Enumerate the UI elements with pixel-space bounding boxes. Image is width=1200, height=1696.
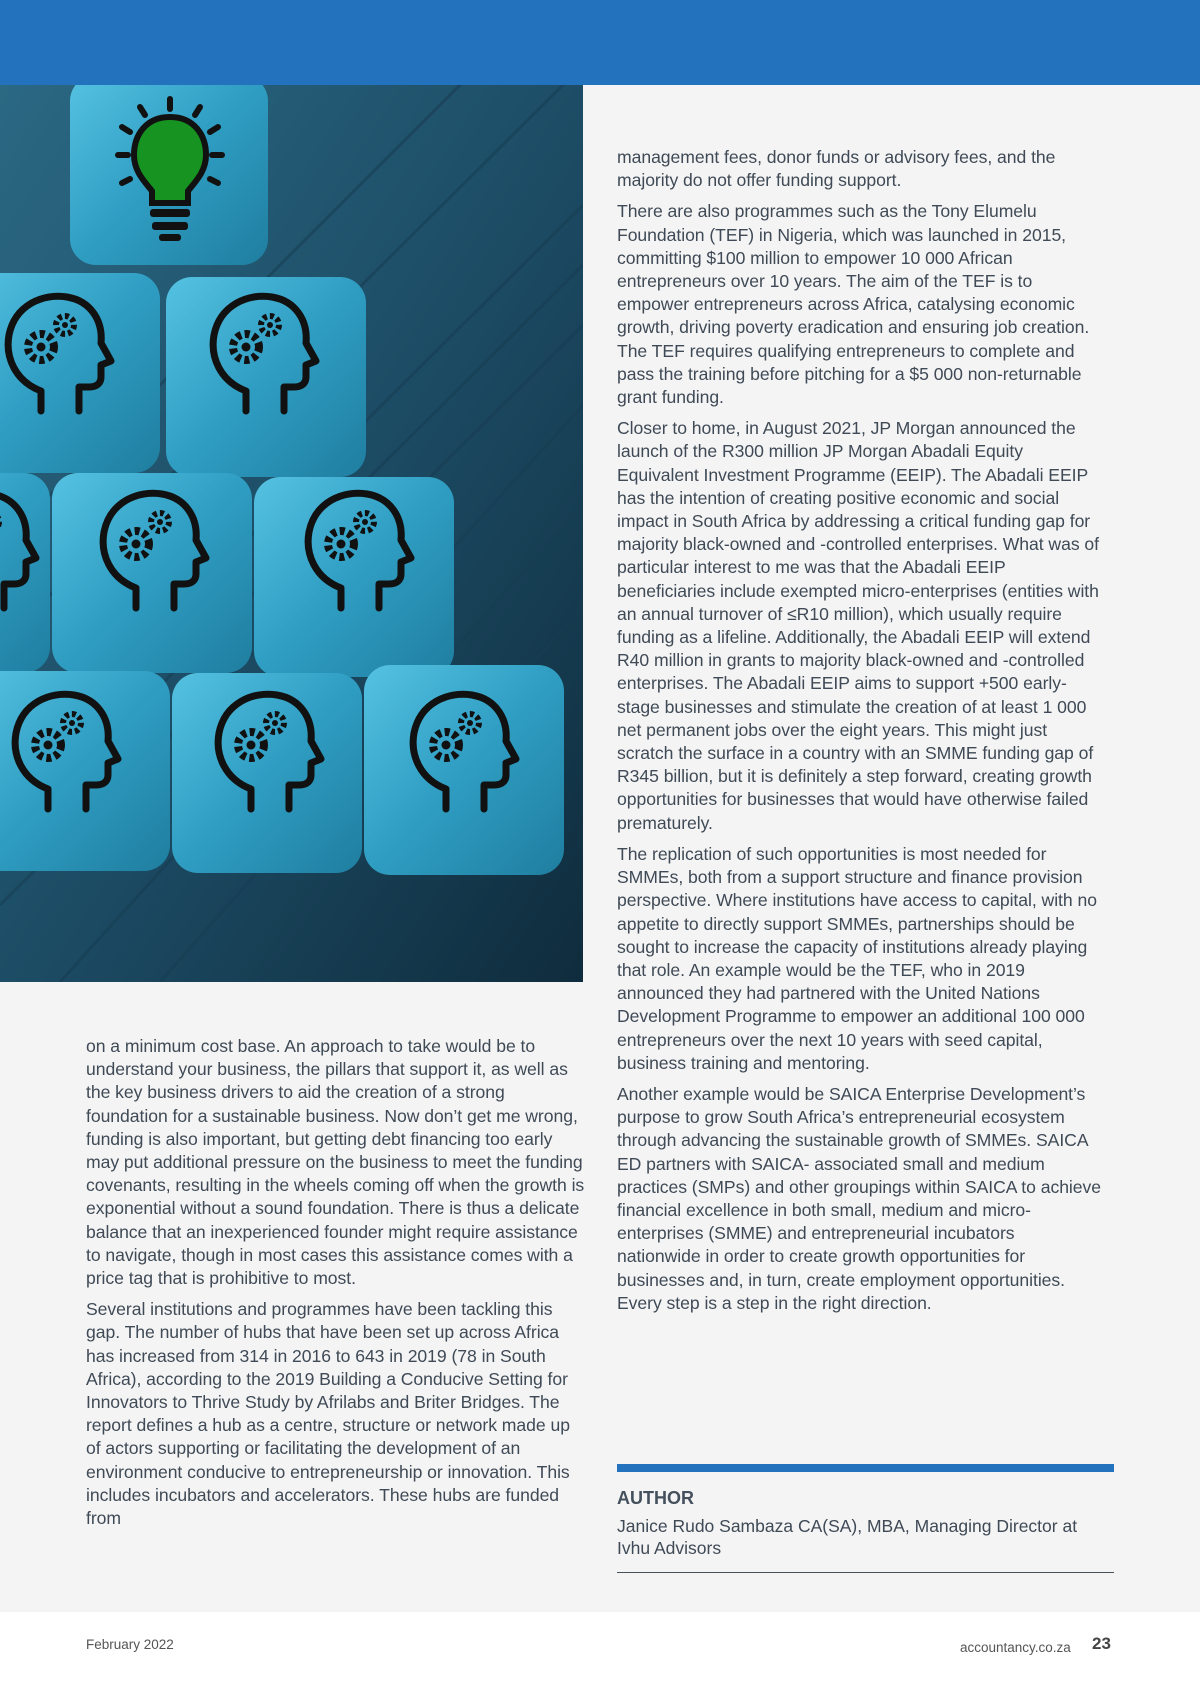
footer-site-link[interactable]: accountancy.co.za xyxy=(960,1640,1071,1655)
paragraph: management fees, donor funds or advisory fees, and the majority do not offer funding support. xyxy=(617,147,1056,191)
footer-date: February 2022 xyxy=(86,1637,174,1652)
hero-image xyxy=(0,85,583,982)
article-column-right xyxy=(617,146,1101,1323)
paragraph: Several institutions and programmes have been tackling this gap. The number of hubs that have been set up across Africa has increased from 314 in 2016 to 643 in 2019 (78 in South Africa), according to the 2019 Building a Conducive Setting for Innovators to Thrive Study by Afrilabs and Briter Bridges. The report defines a hub as a centre, structure or network made up of actors supporting or facilitating the development of an environment conducive to entrepreneurship or innovation. This includes incubators and accelerators. These hubs are funded from xyxy=(86,1299,570,1529)
author-divider-bar xyxy=(617,1464,1114,1472)
author-rule xyxy=(617,1572,1114,1573)
paragraph: Another example would be SAICA Enterprise Development’s purpose to grow South Africa’s entrepreneurial ecosystem through advancing the sustainable growth of SMMEs. SAICA ED partners with SAICA- associated small and medium practices (SMPs) and other groupings within SAICA to achieve financial excellence in both small, medium and micro-enterprises (SMME) and entrepreneurial incubators nationwide in order to create growth opportunities for businesses and, in turn, create employment opportunities. Every step is a step in the right direction. xyxy=(617,1083,1101,1313)
paragraph: There are also programmes such as the Tony Elumelu Foundation (TEF) in Nigeria, which was launched in 2015, committing $100 million to empower 10 000 African entrepreneurs over 10 years. The aim of the TEF is to empower entrepreneurs across Africa, catalysing economic growth, driving poverty eradication and ensuring job creation. The TEF requires qualifying entrepreneurs to complete and pass the training before pitching for a $5 000 non-returnable grant funding. xyxy=(617,201,1090,408)
paragraph: on a minimum cost base. An approach to take would be to understand your business, the pillars that support it, as well as the key business drivers to aid the creation of a strong foundation for a sustainable business. Now don’t get me wrong, funding is also important, but getting debt financing too early may put additional pressure on the business to meet the funding covenants, resulting in the wheels coming off when the growth is exponential without a sound foundation. There is thus a delicate balance that an inexperienced founder might require assistance to navigate, though in most cases this assistance comes with a price tag that is prohibitive to most. xyxy=(86,1036,585,1289)
author-name: Janice Rudo Sambaza CA(SA), MBA, Managing Director at Ivhu Advisors xyxy=(617,1516,1078,1558)
paragraph: The replication of such opportunities is most needed for SMMEs, both from a support structure and finance provision perspective. Where institutions have access to capital, with no appetite to directly support SMMEs, partnerships should be sought to increase the capacity of institutions already playing that role. An example would be the TEF, who in 2019 announced they had partnered with the United Nations Development Programme to empower an additional 100 000 entrepreneurs over the next 10 years with seed capital, business training and mentoring. xyxy=(617,843,1097,1073)
author-label: AUTHOR xyxy=(617,1488,694,1508)
paragraph: Closer to home, in August 2021, JP Morgan announced the launch of the R300 million JP Morgan Abadali Equity Equivalent Investment Programme (EEIP). The Abadali EEIP has the intention of creating positive economic and social impact in South Africa by addressing a critical funding gap for majority black-owned and -controlled enterprises. What was of particular interest to me was that the Abadali EEIP beneficiaries include exempted micro-enterprises (entities with an annual turnover of ≤R10 million), which usually require funding as a lifeline. Additionally, the Abadali EEIP will extend R40 million in grants to majority black-owned and -controlled enterprises. The Abadali EEIP aims to support +500 early-stage businesses and stimulate the creation of at least 1 000 net permanent jobs over the eight years. This might just scratch the surface in a country with an SMME funding gap of R345 billion, but it is definitely a step forward, creating growth opportunities for businesses that would have otherwise failed prematurely. xyxy=(617,418,1099,833)
article-column-left xyxy=(86,1035,586,1538)
header-bar xyxy=(0,0,1200,85)
page-number: 23 xyxy=(1092,1634,1111,1653)
